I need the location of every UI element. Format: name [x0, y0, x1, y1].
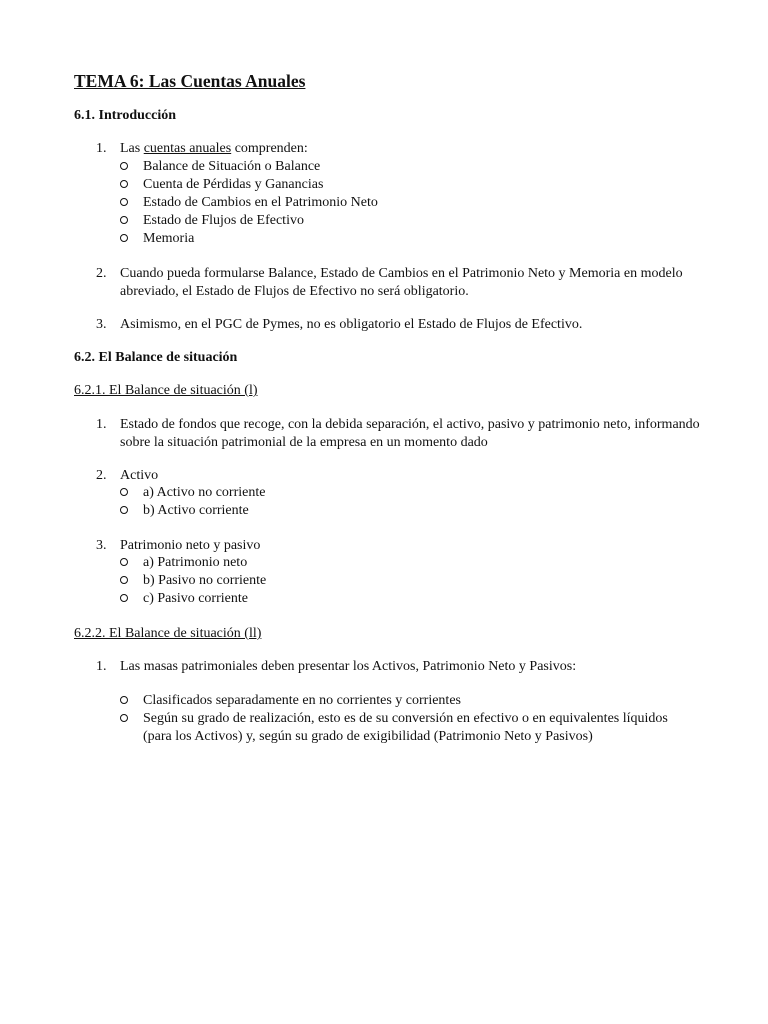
circle-bullet-icon	[120, 216, 128, 224]
circle-bullet-icon	[120, 696, 128, 704]
item-text: Las masas patrimoniales deben presentar los Activos, Patrimonio Neto y Pasivos:	[120, 659, 577, 674]
list-number: 3.	[96, 538, 107, 553]
document-title: TEMA 6: Las Cuentas Anuales	[74, 71, 306, 91]
list-number: 2.	[96, 468, 107, 483]
sub-list-item: a) Patrimonio neto	[120, 554, 247, 572]
item-text-post: comprenden:	[231, 141, 308, 156]
sub-list-item: Estado de Cambios en el Patrimonio Neto	[120, 194, 378, 212]
list-item	[96, 537, 716, 555]
item-text: Patrimonio neto y pasivo	[120, 538, 261, 553]
sub-list-item: c) Pasivo corriente	[120, 590, 248, 608]
sub-list-item: b) Pasivo no corriente	[120, 572, 266, 590]
circle-bullet-icon	[120, 488, 128, 496]
cuentas-anuales-link[interactable]: cuentas anuales	[143, 141, 232, 156]
list-item	[96, 658, 716, 676]
section-heading-introduccion: 6.1. Introducción	[74, 108, 177, 123]
circle-bullet-icon	[120, 558, 128, 566]
list-item	[96, 416, 716, 452]
sub-list-item: Según su grado de realización, esto es de su conversión en efectivo o en equivalentes líquidos (para los Activos) y, según su grado de exigibilidad (Patrimonio Neto y Pasivos)	[120, 710, 700, 746]
item-text: Estado de fondos que recoge, con la debida separación, el activo, pasivo y patrimonio neto, informando sobre la situación patrimonial de la empresa en un momento dado	[120, 417, 700, 450]
sub-list-item: a) Activo no corriente	[120, 484, 265, 502]
list-number: 1.	[96, 417, 107, 432]
list-number: 1.	[96, 141, 107, 156]
list-item	[96, 140, 716, 158]
subsection-heading-balance-1: 6.2.1. El Balance de situación (l)	[74, 383, 258, 398]
circle-bullet-icon	[120, 180, 128, 188]
list-number: 3.	[96, 317, 107, 332]
circle-bullet-icon	[120, 234, 128, 242]
section-heading-balance: 6.2. El Balance de situación	[74, 350, 238, 365]
item-text: Activo	[120, 468, 159, 483]
sub-list-item: b) Activo corriente	[120, 502, 249, 520]
subsection-heading-balance-2: 6.2.2. El Balance de situación (ll)	[74, 626, 262, 641]
circle-bullet-icon	[120, 714, 128, 722]
sub-list-item: Memoria	[120, 230, 194, 248]
circle-bullet-icon	[120, 198, 128, 206]
item-text-pre: Las	[120, 141, 144, 156]
list-item	[96, 467, 716, 485]
list-item	[96, 265, 716, 301]
item-text: Cuando pueda formularse Balance, Estado de Cambios en el Patrimonio Neto y Memoria en modelo abreviado, el Estado de Flujos de Efectivo no será obligatorio.	[120, 266, 683, 299]
item-text: Asimismo, en el PGC de Pymes, no es obligatorio el Estado de Flujos de Efectivo.	[120, 317, 583, 332]
list-number: 1.	[96, 659, 107, 674]
circle-bullet-icon	[120, 576, 128, 584]
list-item	[96, 316, 716, 334]
sub-list-item: Estado de Flujos de Efectivo	[120, 212, 304, 230]
circle-bullet-icon	[120, 506, 128, 514]
circle-bullet-icon	[120, 162, 128, 170]
list-number: 2.	[96, 266, 107, 281]
circle-bullet-icon	[120, 594, 128, 602]
sub-list-item: Cuenta de Pérdidas y Ganancias	[120, 176, 323, 194]
sub-list-item: Clasificados separadamente en no corrientes y corrientes	[120, 692, 461, 710]
sub-list-item: Balance de Situación o Balance	[120, 158, 320, 176]
